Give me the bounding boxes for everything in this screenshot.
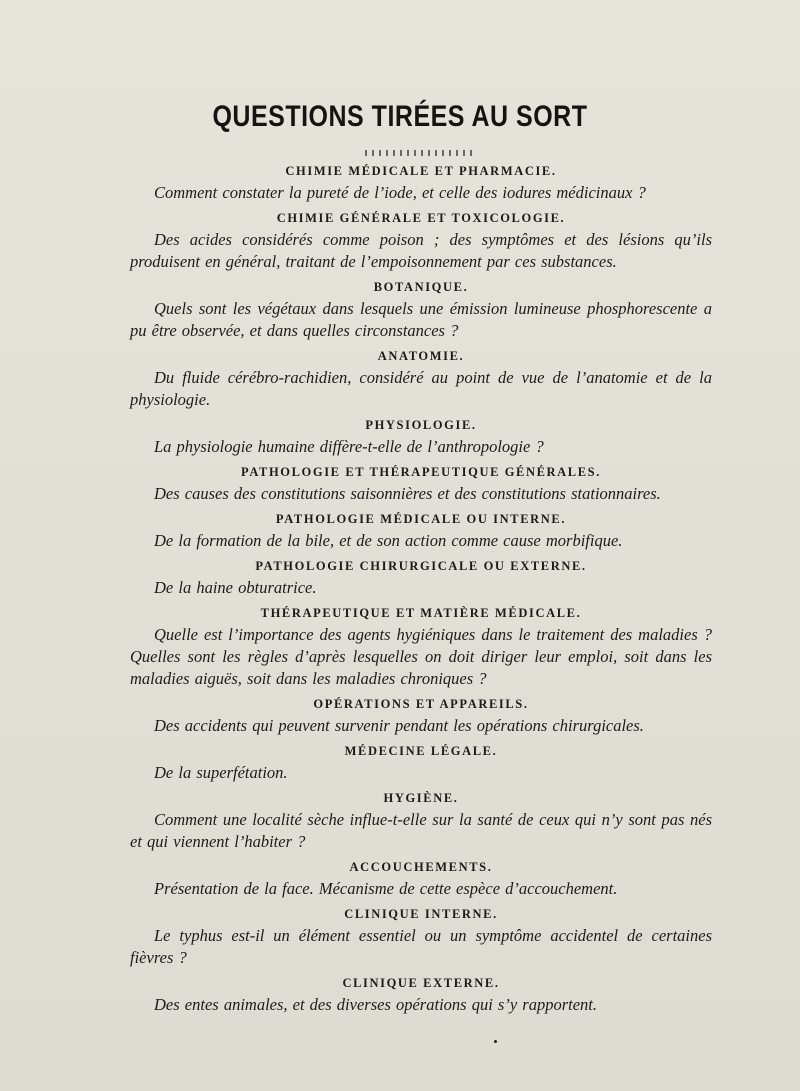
section-heading: CLINIQUE INTERNE.: [344, 907, 498, 921]
section-medecine-legale: [130, 740, 712, 784]
section-heading: PATHOLOGIE ET THÉRAPEUTIQUE GÉNÉRALES.: [241, 465, 601, 479]
question-list: [130, 160, 712, 1019]
section-question: Comment constater la pureté de l’iode, et celle des iodures médicinaux ?: [154, 183, 646, 202]
section-question: Quelle est l’importance des agents hygiéniques dans le traitement des maladies ? Quelles sont les règles d’après lesquelles on doit diriger leur emploi, soit dans les maladies aiguës, soit dans les maladies chroniques ?: [130, 625, 712, 688]
section-question: Quels sont les végétaux dans lesquels une émission lumineuse phosphorescente a pu être observée, et dans quelles circonstances ?: [130, 299, 712, 340]
ink-speck: [494, 1040, 497, 1043]
section-question: Des acides considérés comme poison ; des symptômes et des lésions qu’ils produisent en général, traitant de l’empoisonnement par ces substances.: [130, 230, 712, 271]
section-pathologie-chirurgicale: [130, 555, 712, 599]
section-question: Du fluide cérébro-rachidien, considéré au point de vue de l’anatomie et de la physiologie.: [130, 368, 712, 409]
section-question: La physiologie humaine diffère-t-elle de l’anthropologie ?: [154, 437, 544, 456]
section-heading: MÉDECINE LÉGALE.: [344, 744, 498, 758]
section-accouchements: [130, 856, 712, 900]
section-clinique-interne: [130, 903, 712, 969]
section-question: Présentation de la face. Mécanisme de cette espèce d’accouchement.: [154, 879, 618, 898]
section-heading: PATHOLOGIE MÉDICALE OU INTERNE.: [275, 512, 567, 526]
section-heading: THÉRAPEUTIQUE ET MATIÈRE MÉDICALE.: [260, 606, 582, 620]
section-heading: PHYSIOLOGIE.: [365, 418, 477, 432]
section-heading: PATHOLOGIE CHIRURGICALE OU EXTERNE.: [255, 559, 587, 573]
section-heading: ANATOMIE.: [377, 349, 465, 363]
section-chimie-generale: [130, 207, 712, 273]
section-heading: BOTANIQUE.: [373, 280, 469, 294]
section-pathologie-medicale: [130, 508, 712, 552]
section-question: Des entes animales, et des diverses opérations qui s’y rapportent.: [154, 995, 597, 1014]
section-heading: CLINIQUE EXTERNE.: [342, 976, 500, 990]
section-question: De la haine obturatrice.: [154, 578, 317, 597]
section-therapeutique: [130, 602, 712, 690]
section-question: De la formation de la bile, et de son action comme cause morbifique.: [154, 531, 623, 550]
ornamental-rule: [365, 150, 475, 156]
section-heading: CHIMIE GÉNÉRALE ET TOXICOLOGIE.: [276, 211, 566, 225]
section-question: Comment une localité sèche influe-t-elle sur la santé de ceux qui n’y sont pas nés et qui viennent l’habiter ?: [130, 810, 712, 851]
section-heading: HYGIÈNE.: [383, 791, 459, 805]
section-anatomie: [130, 345, 712, 411]
section-heading: ACCOUCHEMENTS.: [349, 860, 493, 874]
section-clinique-externe: [130, 972, 712, 1016]
section-heading: OPÉRATIONS ET APPAREILS.: [313, 697, 529, 711]
section-pathologie-generale: [130, 461, 712, 505]
section-hygiene: [130, 787, 712, 853]
section-physiologie: [130, 414, 712, 458]
section-operations: [130, 693, 712, 737]
section-question: De la superfétation.: [154, 763, 288, 782]
section-question: Le typhus est-il un élément essentiel ou un symptôme accidentel de certaines fièvres ?: [130, 926, 712, 967]
section-heading: CHIMIE MÉDICALE ET PHARMACIE.: [285, 164, 557, 178]
section-question: Des causes des constitutions saisonnières et des constitutions stationnaires.: [154, 484, 661, 503]
section-question: Des accidents qui peuvent survenir pendant les opérations chirurgicales.: [154, 716, 644, 735]
page-title: QUESTIONS TIRÉES AU SORT: [212, 100, 588, 134]
section-chimie-medicale: [130, 160, 712, 204]
section-botanique: [130, 276, 712, 342]
